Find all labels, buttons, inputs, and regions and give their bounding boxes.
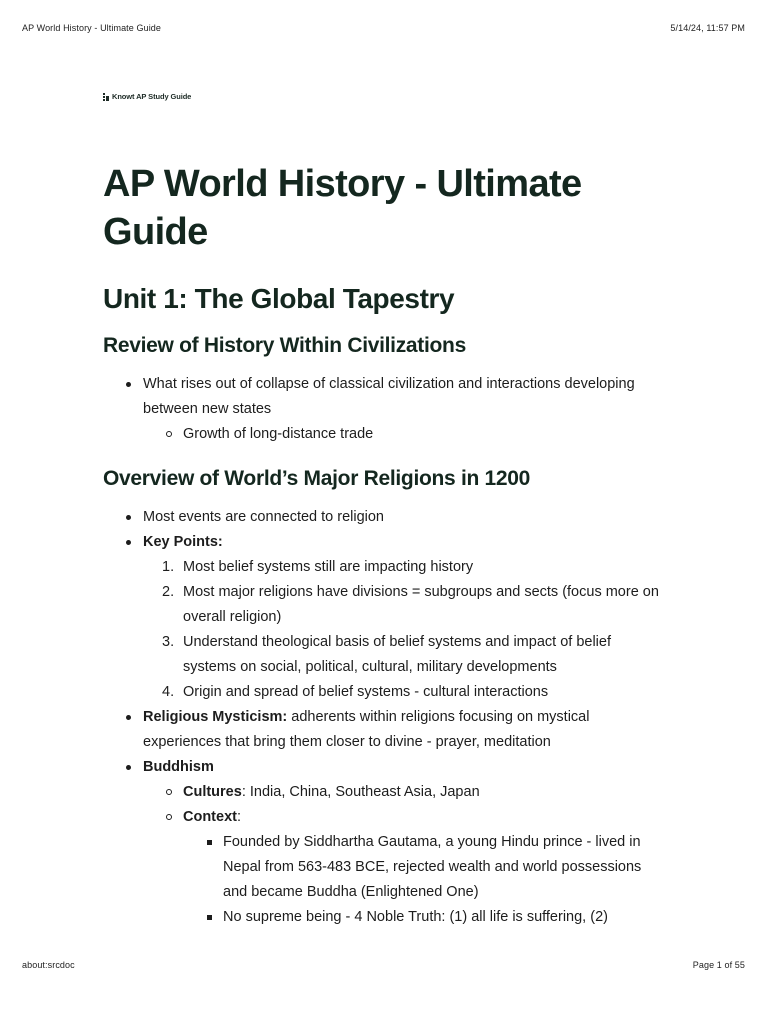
print-header-title: AP World History - Ultimate Guide	[22, 23, 162, 33]
sub-list-item-cultures	[143, 780, 663, 805]
cultures-label: Cultures	[183, 784, 242, 800]
cultures-text: : India, China, Southeast Asia, Japan	[241, 784, 480, 800]
context-list	[183, 830, 663, 930]
religions-list	[103, 505, 663, 930]
unit-heading: Unit 1: The Global Tapestry	[103, 283, 455, 314]
logo-text: Knowt AP Study Guide	[112, 92, 192, 101]
sub-list	[143, 422, 663, 447]
print-footer-source: about:srcdoc	[22, 960, 75, 970]
print-footer-page-number: Page 1 of 55	[692, 960, 745, 970]
list-item-text: What rises out of collapse of classical civilization and interactions developing between new states	[143, 376, 635, 417]
document-content	[103, 160, 663, 930]
knowt-logo	[103, 92, 191, 101]
knowt-logo-icon	[103, 93, 109, 101]
key-point-number: 2.	[162, 584, 175, 600]
list-item-mysticism	[103, 705, 663, 755]
key-point-text: Understand theological basis of belief systems and impact of belief systems on social, political, cultural, military developments	[183, 634, 611, 675]
key-point-text: Most belief systems still are impacting history	[183, 559, 474, 575]
list-item	[103, 505, 663, 530]
context-label: Context	[183, 809, 237, 825]
key-points-label: Key Points:	[143, 534, 223, 550]
key-point-item	[143, 580, 663, 630]
mysticism-text: adherents within religions focusing on mystical experiences that bring them closer to divine - prayer, meditation	[143, 709, 590, 750]
list-item	[103, 372, 663, 447]
key-point-item	[143, 680, 663, 705]
list-item-text: Most events are connected to religion	[143, 509, 384, 525]
list-item-key-points	[103, 530, 663, 705]
key-points-list	[143, 555, 663, 705]
buddhism-label: Buddhism	[143, 759, 214, 775]
key-point-number: 4.	[162, 684, 175, 700]
sub-list-item: Growth of long-distance trade	[143, 422, 663, 447]
key-point-item	[143, 555, 663, 580]
sub-list-item-context	[143, 805, 663, 930]
key-point-number: 1.	[162, 559, 175, 575]
key-point-text: Origin and spread of belief systems - cultural interactions	[183, 684, 549, 700]
review-list	[103, 372, 663, 447]
buddhism-sub-list	[143, 780, 663, 930]
section-heading-review: Review of History Within Civilizations	[103, 334, 466, 357]
key-point-number: 3.	[162, 634, 175, 650]
key-point-item	[143, 630, 663, 680]
list-item-buddhism	[103, 755, 663, 930]
context-colon: :	[236, 809, 242, 825]
section-heading-religions: Overview of World’s Major Religions in 1200	[103, 467, 531, 490]
print-header-datetime: 5/14/24, 11:57 PM	[670, 23, 745, 33]
key-point-text: Most major religions have divisions = subgroups and sects (focus more on overall religion)	[183, 584, 659, 625]
mysticism-label: Religious Mysticism:	[143, 709, 288, 725]
context-item: No supreme being - 4 Noble Truth: (1) all life is suffering, (2)	[183, 905, 663, 930]
document-title: AP World History - Ultimate Guide	[103, 163, 582, 253]
context-item: Founded by Siddhartha Gautama, a young Hindu prince - lived in Nepal from 563-483 BCE, rejected wealth and world possessions and became Buddha (Enlightened One)	[183, 830, 663, 905]
